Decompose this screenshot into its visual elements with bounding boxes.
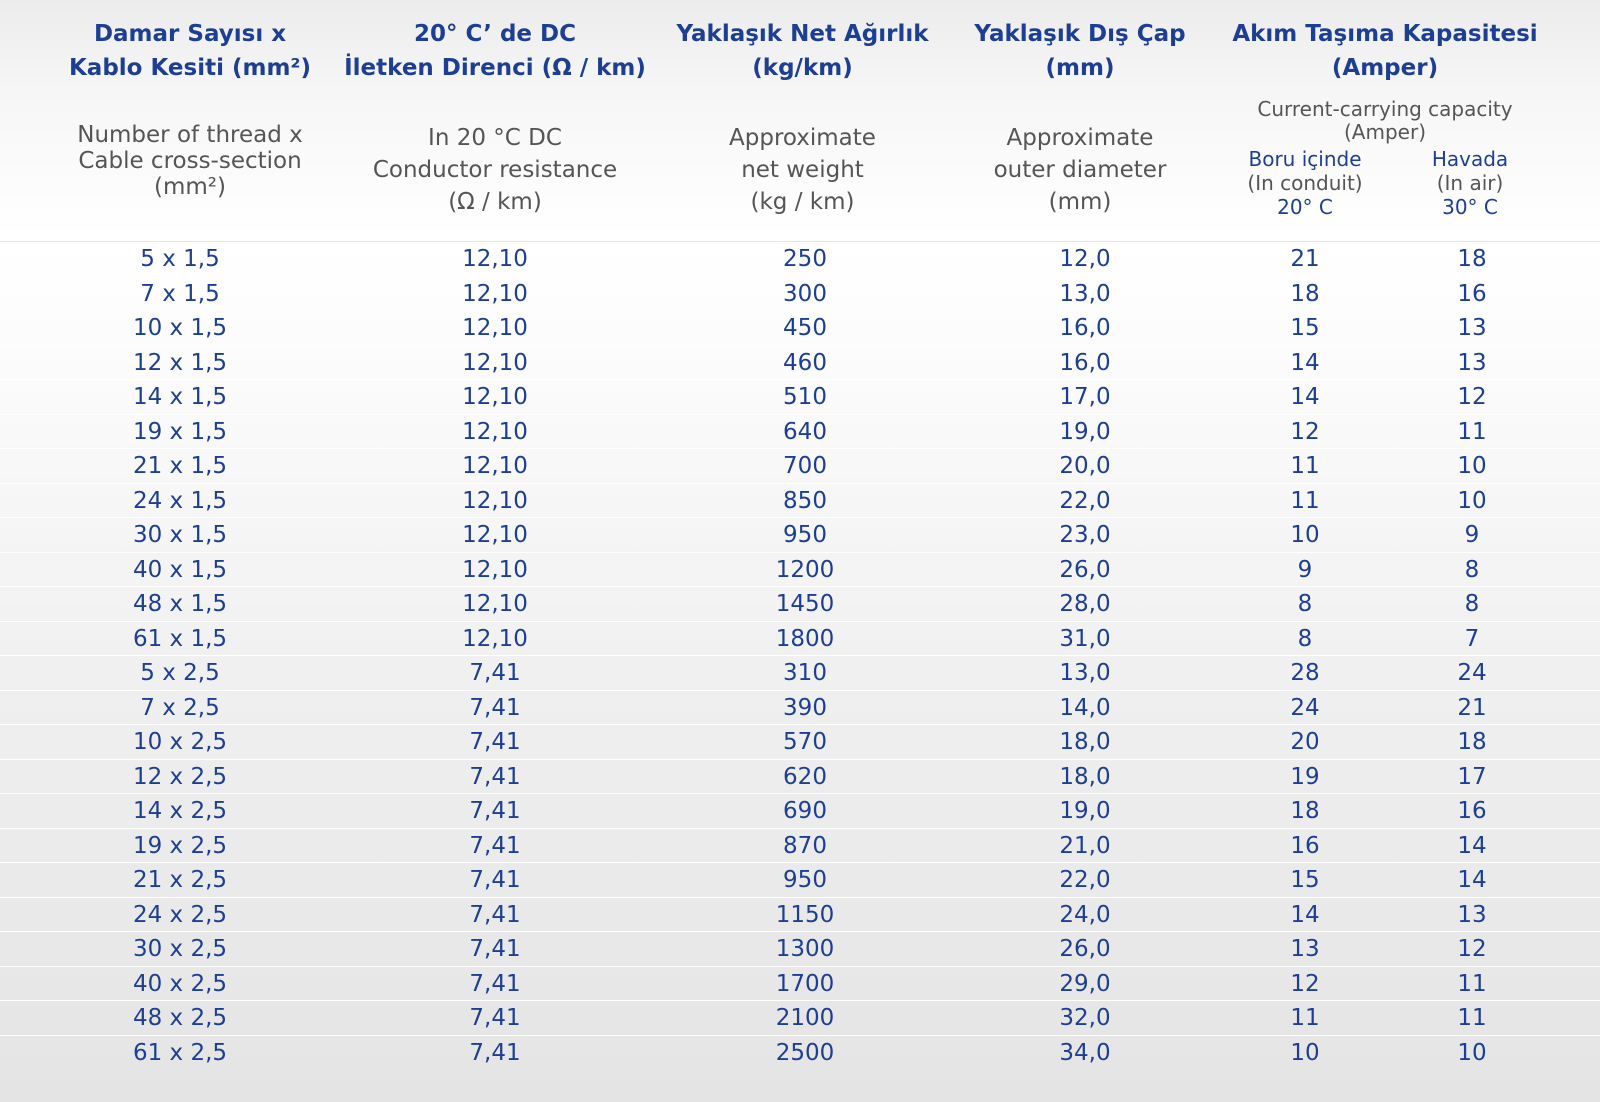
cell-resistance: 12,10 bbox=[462, 453, 528, 479]
cell-diameter: 29,0 bbox=[1059, 970, 1111, 997]
cell-cores: 5 x 2,5 bbox=[140, 660, 220, 686]
cell-weight: 950 bbox=[783, 867, 827, 893]
table-row bbox=[0, 1035, 1600, 1070]
table-row bbox=[0, 690, 1600, 725]
cell-resistance: 7,41 bbox=[469, 867, 521, 893]
cell-weight: 1800 bbox=[775, 625, 835, 652]
cell-diameter: 23,0 bbox=[1059, 522, 1111, 548]
cell-resistance: 7,41 bbox=[469, 901, 521, 928]
cell-air: 8 bbox=[1464, 556, 1480, 583]
table-row bbox=[0, 793, 1600, 828]
cell-resistance: 7,41 bbox=[469, 798, 521, 824]
table-row bbox=[0, 379, 1600, 414]
cell-conduit: 14 bbox=[1290, 349, 1320, 376]
cell-conduit: 13 bbox=[1290, 936, 1320, 962]
cell-weight: 460 bbox=[783, 349, 827, 376]
cell-weight: 640 bbox=[783, 418, 827, 445]
cell-diameter: 17,0 bbox=[1059, 384, 1111, 410]
cell-resistance: 12,10 bbox=[462, 418, 528, 445]
cell-conduit: 11 bbox=[1290, 453, 1320, 479]
cell-diameter: 16,0 bbox=[1059, 349, 1111, 376]
cell-conduit: 20 bbox=[1290, 729, 1320, 755]
cell-diameter: 20,0 bbox=[1059, 453, 1111, 479]
header-diameter-tr: Yaklaşık Dış Çap (mm) bbox=[974, 21, 1186, 81]
table-row bbox=[0, 621, 1600, 656]
cell-resistance: 12,10 bbox=[462, 246, 528, 272]
header-conduit-en: (In conduit) bbox=[1247, 171, 1363, 195]
header-weight-en: Approximate net weight (kg / km) bbox=[729, 125, 876, 215]
cell-resistance: 12,10 bbox=[462, 556, 528, 583]
cell-cores: 5 x 1,5 bbox=[140, 246, 220, 272]
table-row bbox=[0, 897, 1600, 932]
cell-conduit: 11 bbox=[1290, 1005, 1320, 1031]
cell-resistance: 7,41 bbox=[469, 660, 521, 686]
cell-cores: 21 x 1,5 bbox=[132, 453, 228, 479]
cell-cores: 19 x 2,5 bbox=[132, 832, 228, 859]
cell-cores: 14 x 2,5 bbox=[132, 798, 228, 824]
cell-resistance: 7,41 bbox=[469, 694, 521, 721]
cell-weight: 450 bbox=[783, 315, 827, 341]
cell-weight: 1200 bbox=[775, 556, 835, 583]
cell-air: 11 bbox=[1457, 970, 1487, 997]
cell-air: 13 bbox=[1457, 901, 1487, 928]
cell-air: 13 bbox=[1457, 349, 1487, 376]
cell-weight: 510 bbox=[783, 384, 827, 410]
cell-air: 21 bbox=[1457, 694, 1487, 721]
cell-resistance: 7,41 bbox=[469, 729, 521, 755]
cell-weight: 870 bbox=[783, 832, 827, 859]
cell-diameter: 24,0 bbox=[1059, 901, 1111, 928]
cell-cores: 12 x 1,5 bbox=[132, 349, 228, 376]
table-row bbox=[0, 828, 1600, 863]
cell-weight: 1700 bbox=[775, 970, 835, 997]
cell-resistance: 7,41 bbox=[469, 970, 521, 997]
cell-air: 14 bbox=[1457, 832, 1487, 859]
cell-weight: 700 bbox=[783, 453, 827, 479]
header-conduit-tr: Boru içinde bbox=[1248, 147, 1362, 171]
cell-air: 17 bbox=[1457, 763, 1487, 790]
table-row bbox=[0, 448, 1600, 483]
cell-diameter: 34,0 bbox=[1059, 1039, 1111, 1066]
cell-resistance: 12,10 bbox=[462, 591, 528, 617]
table-row bbox=[0, 414, 1600, 449]
cell-air: 7 bbox=[1464, 625, 1480, 652]
cell-diameter: 22,0 bbox=[1059, 867, 1111, 893]
cell-resistance: 7,41 bbox=[469, 1039, 521, 1066]
cell-conduit: 16 bbox=[1290, 832, 1320, 859]
cell-air: 12 bbox=[1457, 936, 1487, 962]
cell-cores: 40 x 1,5 bbox=[132, 556, 228, 583]
cell-weight: 620 bbox=[783, 763, 827, 790]
cell-resistance: 7,41 bbox=[469, 763, 521, 790]
table-row bbox=[0, 345, 1600, 380]
cell-cores: 30 x 1,5 bbox=[132, 522, 228, 548]
header-cores-tr: Damar Sayısı x Kablo Kesiti (mm²) bbox=[68, 21, 311, 81]
cell-resistance: 7,41 bbox=[469, 832, 521, 859]
cell-diameter: 18,0 bbox=[1059, 763, 1111, 790]
cell-conduit: 15 bbox=[1290, 315, 1320, 341]
cell-diameter: 13,0 bbox=[1059, 280, 1111, 307]
cell-weight: 1150 bbox=[775, 901, 835, 928]
cell-diameter: 12,0 bbox=[1059, 246, 1111, 272]
table-row bbox=[0, 552, 1600, 587]
header-conduit-temp: 20° C bbox=[1277, 195, 1333, 219]
table-row bbox=[0, 241, 1600, 276]
cell-weight: 390 bbox=[783, 694, 827, 721]
cell-weight: 300 bbox=[783, 280, 827, 307]
cell-cores: 48 x 1,5 bbox=[132, 591, 228, 617]
cell-weight: 950 bbox=[783, 522, 827, 548]
cell-cores: 14 x 1,5 bbox=[132, 384, 228, 410]
cell-cores: 61 x 2,5 bbox=[132, 1039, 228, 1066]
cell-air: 8 bbox=[1464, 591, 1480, 617]
cell-weight: 250 bbox=[783, 246, 827, 272]
cell-diameter: 31,0 bbox=[1059, 625, 1111, 652]
header-air-en: (In air) bbox=[1436, 171, 1504, 195]
cell-cores: 61 x 1,5 bbox=[132, 625, 228, 652]
cell-conduit: 11 bbox=[1290, 487, 1320, 514]
cell-conduit: 10 bbox=[1290, 522, 1320, 548]
cell-cores: 10 x 2,5 bbox=[132, 729, 228, 755]
cell-weight: 1300 bbox=[775, 936, 835, 962]
header-resistance-tr: 20° C’ de DC İletken Direnci (Ω / km) bbox=[344, 21, 646, 81]
table-row bbox=[0, 517, 1600, 552]
cell-weight: 570 bbox=[783, 729, 827, 755]
cell-conduit: 28 bbox=[1290, 660, 1320, 686]
table-row bbox=[0, 966, 1600, 1001]
cell-weight: 1450 bbox=[775, 591, 835, 617]
cell-resistance: 12,10 bbox=[462, 384, 528, 410]
cell-conduit: 24 bbox=[1290, 694, 1320, 721]
cell-conduit: 8 bbox=[1297, 625, 1313, 652]
cell-air: 12 bbox=[1457, 384, 1487, 410]
cell-conduit: 10 bbox=[1290, 1039, 1320, 1066]
cell-cores: 12 x 2,5 bbox=[132, 763, 228, 790]
cell-resistance: 12,10 bbox=[462, 349, 528, 376]
header-air-temp: 30° C bbox=[1442, 195, 1498, 219]
cell-weight: 310 bbox=[783, 660, 827, 686]
table-row bbox=[0, 759, 1600, 794]
table-row bbox=[0, 724, 1600, 759]
header-capacity-en: Current-carrying capacity (Amper) bbox=[1257, 97, 1513, 144]
cell-air: 10 bbox=[1457, 1039, 1487, 1066]
cell-air: 11 bbox=[1457, 1005, 1487, 1031]
cell-diameter: 26,0 bbox=[1059, 556, 1111, 583]
cell-air: 13 bbox=[1457, 315, 1487, 341]
cell-conduit: 19 bbox=[1290, 763, 1320, 790]
cell-cores: 24 x 1,5 bbox=[132, 487, 228, 514]
cell-conduit: 12 bbox=[1290, 970, 1320, 997]
table-row bbox=[0, 931, 1600, 966]
cell-diameter: 19,0 bbox=[1059, 798, 1111, 824]
cell-resistance: 7,41 bbox=[469, 936, 521, 962]
cell-conduit: 8 bbox=[1297, 591, 1313, 617]
cell-cores: 21 x 2,5 bbox=[132, 867, 228, 893]
cell-conduit: 12 bbox=[1290, 418, 1320, 445]
cell-cores: 48 x 2,5 bbox=[132, 1005, 228, 1031]
cell-resistance: 12,10 bbox=[462, 315, 528, 341]
header-resistance-en: In 20 °C DC Conductor resistance (Ω / km) bbox=[372, 125, 618, 215]
cell-diameter: 32,0 bbox=[1059, 1005, 1111, 1031]
header-weight-tr: Yaklaşık Net Ağırlık (kg/km) bbox=[676, 21, 929, 81]
table-body bbox=[0, 241, 1600, 1069]
cell-diameter: 21,0 bbox=[1059, 832, 1111, 859]
cell-air: 16 bbox=[1457, 798, 1487, 824]
cell-conduit: 21 bbox=[1290, 246, 1320, 272]
table-row bbox=[0, 655, 1600, 690]
cell-weight: 2500 bbox=[775, 1039, 835, 1066]
cell-air: 11 bbox=[1457, 418, 1487, 445]
cell-weight: 850 bbox=[783, 487, 827, 514]
cell-diameter: 19,0 bbox=[1059, 418, 1111, 445]
cell-weight: 690 bbox=[783, 798, 827, 824]
cell-cores: 7 x 2,5 bbox=[140, 694, 220, 721]
table-row bbox=[0, 862, 1600, 897]
table-row bbox=[0, 1000, 1600, 1035]
cell-conduit: 9 bbox=[1297, 556, 1313, 583]
cell-conduit: 14 bbox=[1290, 901, 1320, 928]
cell-air: 16 bbox=[1457, 280, 1487, 307]
cell-air: 24 bbox=[1457, 660, 1487, 686]
cell-diameter: 16,0 bbox=[1059, 315, 1111, 341]
cell-air: 18 bbox=[1457, 729, 1487, 755]
cell-diameter: 22,0 bbox=[1059, 487, 1111, 514]
header-diameter-en: Approximate outer diameter (mm) bbox=[993, 125, 1167, 215]
cell-resistance: 12,10 bbox=[462, 625, 528, 652]
cell-cores: 19 x 1,5 bbox=[132, 418, 228, 445]
cell-conduit: 18 bbox=[1290, 798, 1320, 824]
cell-cores: 24 x 2,5 bbox=[132, 901, 228, 928]
table-row bbox=[0, 276, 1600, 311]
cell-diameter: 13,0 bbox=[1059, 660, 1111, 686]
cell-resistance: 12,10 bbox=[462, 522, 528, 548]
header-air-tr: Havada bbox=[1431, 147, 1509, 171]
cell-resistance: 12,10 bbox=[462, 487, 528, 514]
cell-diameter: 14,0 bbox=[1059, 694, 1111, 721]
cell-cores: 30 x 2,5 bbox=[132, 936, 228, 962]
cell-diameter: 26,0 bbox=[1059, 936, 1111, 962]
cell-air: 14 bbox=[1457, 867, 1487, 893]
cell-air: 9 bbox=[1464, 522, 1480, 548]
cell-conduit: 15 bbox=[1290, 867, 1320, 893]
cell-diameter: 18,0 bbox=[1059, 729, 1111, 755]
header-cores-en: Number of thread x Cable cross-section (mm²) bbox=[77, 122, 303, 200]
cell-resistance: 7,41 bbox=[469, 1005, 521, 1031]
cell-weight: 2100 bbox=[775, 1005, 835, 1031]
table-row bbox=[0, 483, 1600, 518]
cell-conduit: 18 bbox=[1290, 280, 1320, 307]
cell-air: 18 bbox=[1457, 246, 1487, 272]
cell-conduit: 14 bbox=[1290, 384, 1320, 410]
cell-cores: 40 x 2,5 bbox=[132, 970, 228, 997]
cell-cores: 10 x 1,5 bbox=[132, 315, 228, 341]
cell-air: 10 bbox=[1457, 453, 1487, 479]
cell-air: 10 bbox=[1457, 487, 1487, 514]
table-row bbox=[0, 586, 1600, 621]
cell-cores: 7 x 1,5 bbox=[140, 280, 220, 307]
cell-resistance: 12,10 bbox=[462, 280, 528, 307]
header-capacity-tr: Akım Taşıma Kapasitesi (Amper) bbox=[1232, 21, 1538, 81]
cell-diameter: 28,0 bbox=[1059, 591, 1111, 617]
table-row bbox=[0, 310, 1600, 345]
